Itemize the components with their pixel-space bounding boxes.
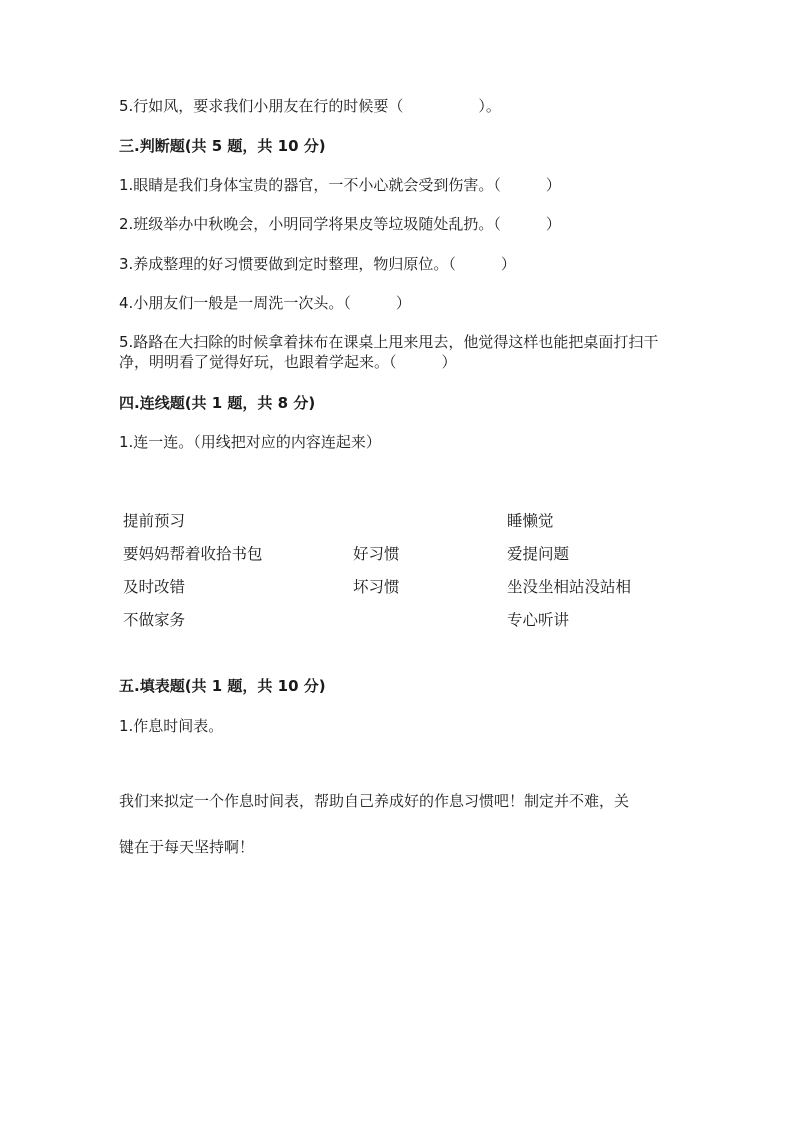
true-false-question-4: 4.小朋友们一般是一周洗一次头。（ ） — [119, 294, 411, 312]
matching-right-item-4: 专心听讲 — [507, 611, 570, 629]
matching-left-item-3: 及时改错 — [123, 578, 186, 596]
true-false-question-5: 5.路路在大扫除的时候拿着抹布在课桌上甩来甩去，他觉得这样也能把桌面打扫干净，明明看了觉得好玩，也跟着学起来。（ ） — [119, 333, 659, 371]
matching-left-item-4: 不做家务 — [123, 611, 186, 629]
fill-blank-q5: 5.行如风，要求我们小朋友在行的时候要（ ）。 — [119, 97, 501, 115]
matching-middle-item-1: 好习惯 — [353, 545, 400, 563]
table-fill-paragraph-line-1: 我们来拟定一个作息时间表，帮助自己养成好的作息习惯吧！制定并不难，关 — [119, 792, 630, 810]
matching-middle-item-2: 坏习惯 — [353, 578, 400, 596]
table-fill-paragraph-line-2: 键在于每天坚持啊！ — [119, 838, 255, 856]
table-fill-question: 1.作息时间表。 — [119, 717, 224, 735]
matching-right-item-1: 睡懒觉 — [507, 512, 554, 530]
matching-right-item-2: 爱提问题 — [507, 545, 570, 563]
section-heading-matching: 四.连线题(共 1 题，共 8 分) — [119, 394, 316, 412]
true-false-question-2: 2.班级举办中秋晚会，小明同学将果皮等垃圾随处乱扔。（ ） — [119, 215, 561, 233]
true-false-question-3: 3.养成整理的好习惯要做到定时整理，物归原位。（ ） — [119, 255, 516, 273]
matching-left-item-2: 要妈妈帮着收拾书包 — [123, 545, 263, 563]
section-heading-true-false: 三.判断题(共 5 题，共 10 分) — [119, 137, 326, 155]
matching-question: 1.连一连。（用线把对应的内容连起来） — [119, 433, 381, 451]
true-false-question-1: 1.眼睛是我们身体宝贵的器官，一不小心就会受到伤害。（ ） — [119, 176, 561, 194]
matching-left-item-1: 提前预习 — [123, 512, 186, 530]
section-heading-table-fill: 五.填表题(共 1 题，共 10 分) — [119, 677, 326, 695]
matching-right-item-3: 坐没坐相站没站相 — [507, 578, 632, 596]
